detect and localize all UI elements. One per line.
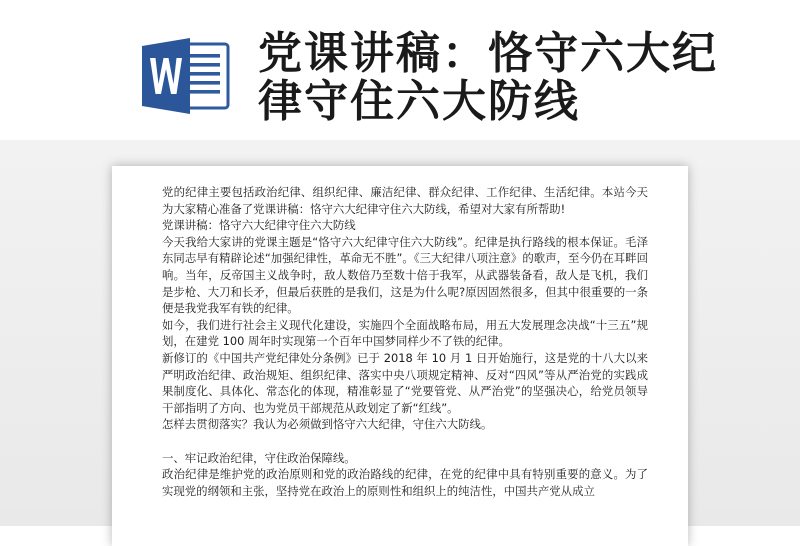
paragraph: 今天我给大家讲的党课主题是“恪守六大纪律守住六大防线”。纪律是执行路线的根本保证。毛泽东同志早有精辟论述“加强纪律性，革命无不胜”。《三大纪律八项注意》的歌声，至今仍在耳畔回响。当年，反帝国主义战争时，敌人数倍乃至数十倍于我军，从武器装备看，敌人是飞机，我们是步枪、大刀和长矛，但最后获胜的是我们，这是为什么呢?原因固然很多，但其中很重要的一条便是我党我军有铁的纪律。 bbox=[162, 234, 648, 316]
word-icon bbox=[142, 36, 230, 116]
paragraph: 怎样去贯彻落实？我认为必须做到恪守六大纪律，守住六大防线。 bbox=[162, 417, 493, 432]
paragraph: 如今，我们进行社会主义现代化建设，实施四个全面战略布局，用五大发展理念决战“十三五”规划，在建党 100 周年时实现第一个百年中国梦同样少不了铁的纪律。 bbox=[162, 317, 648, 349]
document-page bbox=[112, 166, 688, 546]
paragraph: 党课讲稿：恪守六大纪律守住六大防线 bbox=[162, 218, 356, 233]
paragraph: 政治纪律是维护党的政治原则和党的政治路线的纪律，在党的纪律中具有特别重要的意义。为了实现党的纲领和主张，坚持党在政治上的原则性和组织上的纯洁性，中国共产党从成立 bbox=[162, 467, 648, 498]
blank-line bbox=[162, 433, 648, 450]
paragraph: 新修订的《中国共产党纪律处分条例》已于 2018 年 10 月 1 日开始施行，这是党的十八大以来严明政治纪律、政治规矩、组织纪律、落实中央八项规定精神、反对“四风”等从严治党的实践成果制度化、具体化、常态化的体现，精准彰显了“党要管党、从严治党”的坚强决心，给党员领导干部指明了方向、也为党员干部规范从政划定了新“红线”。 bbox=[162, 350, 648, 415]
page-title: 党课讲稿：恪守六大纪律守住六大防线 bbox=[258, 28, 718, 127]
paragraph: 党的纪律主要包括政治纪律、组织纪律、廉洁纪律、群众纪律、工作纪律、生活纪律。本站今天为大家精心准备了党课讲稿：恪守六大纪律守住六大防线，希望对大家有所帮助! bbox=[162, 185, 648, 216]
header bbox=[0, 0, 800, 150]
section-heading: 一、牢记政治纪律，守住政治保障线。 bbox=[162, 450, 356, 465]
document-body bbox=[162, 184, 648, 499]
